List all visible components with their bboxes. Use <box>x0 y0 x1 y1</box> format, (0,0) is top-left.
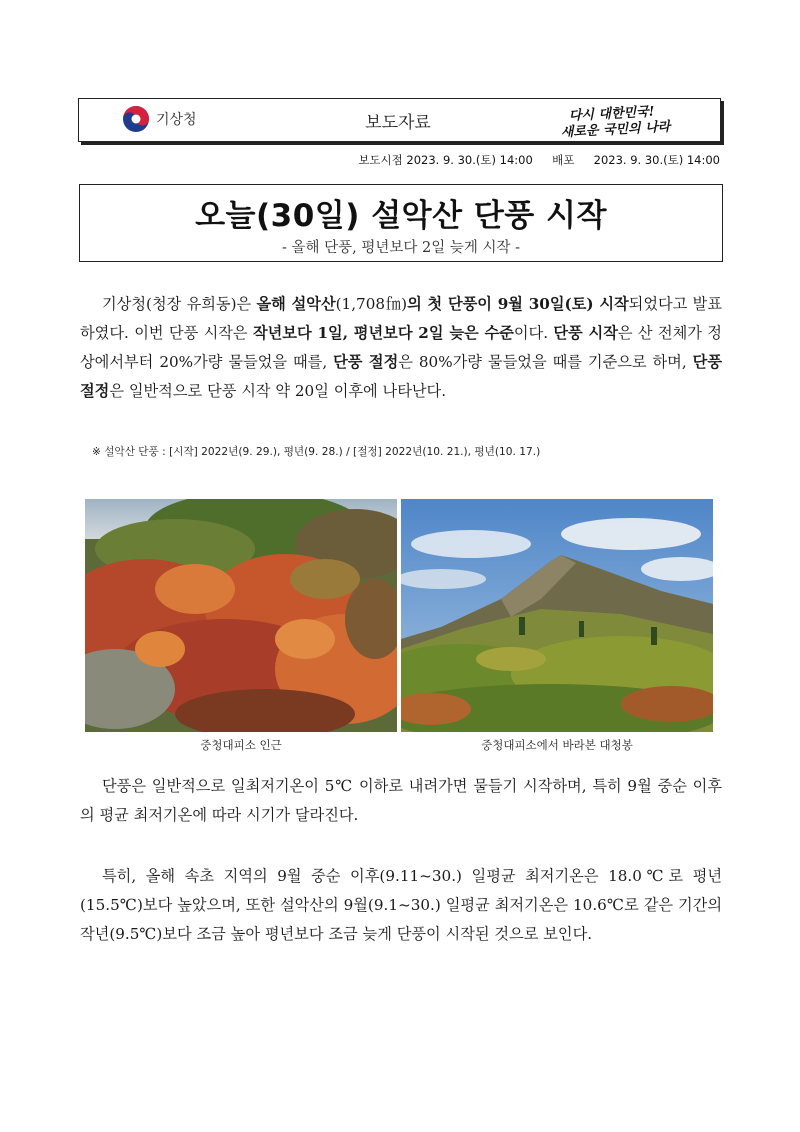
slogan-signature <box>555 102 705 138</box>
p1-bold-6: 단풍 절정 <box>80 353 722 400</box>
main-title: 오늘(30일) 설악산 단풍 시작 <box>195 198 607 234</box>
paragraph-1 <box>80 290 722 406</box>
p1-text-5: 은 산 전체가 정상에서부터 20%가량 물들었을 때를, <box>80 324 722 371</box>
photo-caption-1: 중청대피소 인근 <box>200 738 282 752</box>
p1-bold-3: 작년보다 1일, 평년보다 2일 늦은 수준 <box>252 324 514 342</box>
p1-text-2: (1,708㎙) <box>335 295 408 313</box>
photo-shrubs-near-shelter <box>85 499 397 732</box>
distribution-time: 2023. 9. 30.(토) 14:00 <box>593 153 720 167</box>
subtitle: - 올해 단풍, 평년보다 2일 늦게 시작 - <box>282 240 520 256</box>
paragraph-2 <box>80 772 722 830</box>
photo-caption-2: 중청대피소에서 바라본 대청봉 <box>481 738 633 752</box>
footnote: ※ 설악산 단풍 : [시작] 2022년(9. 29.), 평년(9. 28.) / [절정] 2022년(10. 21.), 평년(10. 17.) <box>92 446 541 458</box>
report-time-label: 보도시점 <box>358 153 403 167</box>
p1-text-6: 은 80%가량 물들었을 때를 기준으로 하며, <box>398 353 693 371</box>
p1-bold-4: 단풍 시작 <box>553 324 618 342</box>
press-release-label: 보도자료 <box>365 113 431 133</box>
kma-emblem-icon <box>122 105 150 133</box>
p3-text: 특히, 올해 속초 지역의 9월 중순 이후(9.11~30.) 일평균 최저기온은 18.0℃로 평년(15.5℃)보다 높았으며, 또한 설악산의 9월(9.1~30.) 일평균 최저기온은 10.6℃로 같은 기간의 작년(9.5℃)보다 조금 높아 평년보다 조금 늦게 단풍이 시작된 것으로 보인다. <box>80 867 722 943</box>
p1-text-7: 은 일반적으로 단풍 시작 약 20일 이후에 나타난다. <box>109 382 447 400</box>
kma-logo <box>122 104 197 134</box>
p1-text-3: 되었다고 발표하였다. 이번 단풍 시작은 <box>80 295 722 342</box>
release-info <box>300 152 720 168</box>
p1-bold-2: 의 첫 단풍이 9월 30일(토) 시작 <box>407 295 629 313</box>
p2-text: 단풍은 일반적으로 일최저기온이 5℃ 이하로 내려가면 물들기 시작하며, 특히 9월 중순 이후의 평균 최저기온에 따라 시기가 달라진다. <box>80 777 722 824</box>
distribution-label: 배포 <box>552 153 575 167</box>
p1-bold-1: 올해 설악산 <box>256 295 336 313</box>
paragraph-3 <box>80 862 722 949</box>
p1-text-4: 이다. <box>513 324 554 342</box>
photo-daecheongbong-peak <box>401 499 713 732</box>
p1-bold-5: 단풍 절정 <box>333 353 399 371</box>
svg-text:새로운 국민의 나라: 새로운 국민의 나라 <box>560 119 671 138</box>
logo-text: 기상청 <box>156 112 197 128</box>
report-time: 2023. 9. 30.(토) 14:00 <box>406 153 533 167</box>
svg-text:다시 대한민국!: 다시 대한민국! <box>568 104 655 124</box>
p1-text-1: 기상청(청장 유희동)은 <box>102 295 257 313</box>
